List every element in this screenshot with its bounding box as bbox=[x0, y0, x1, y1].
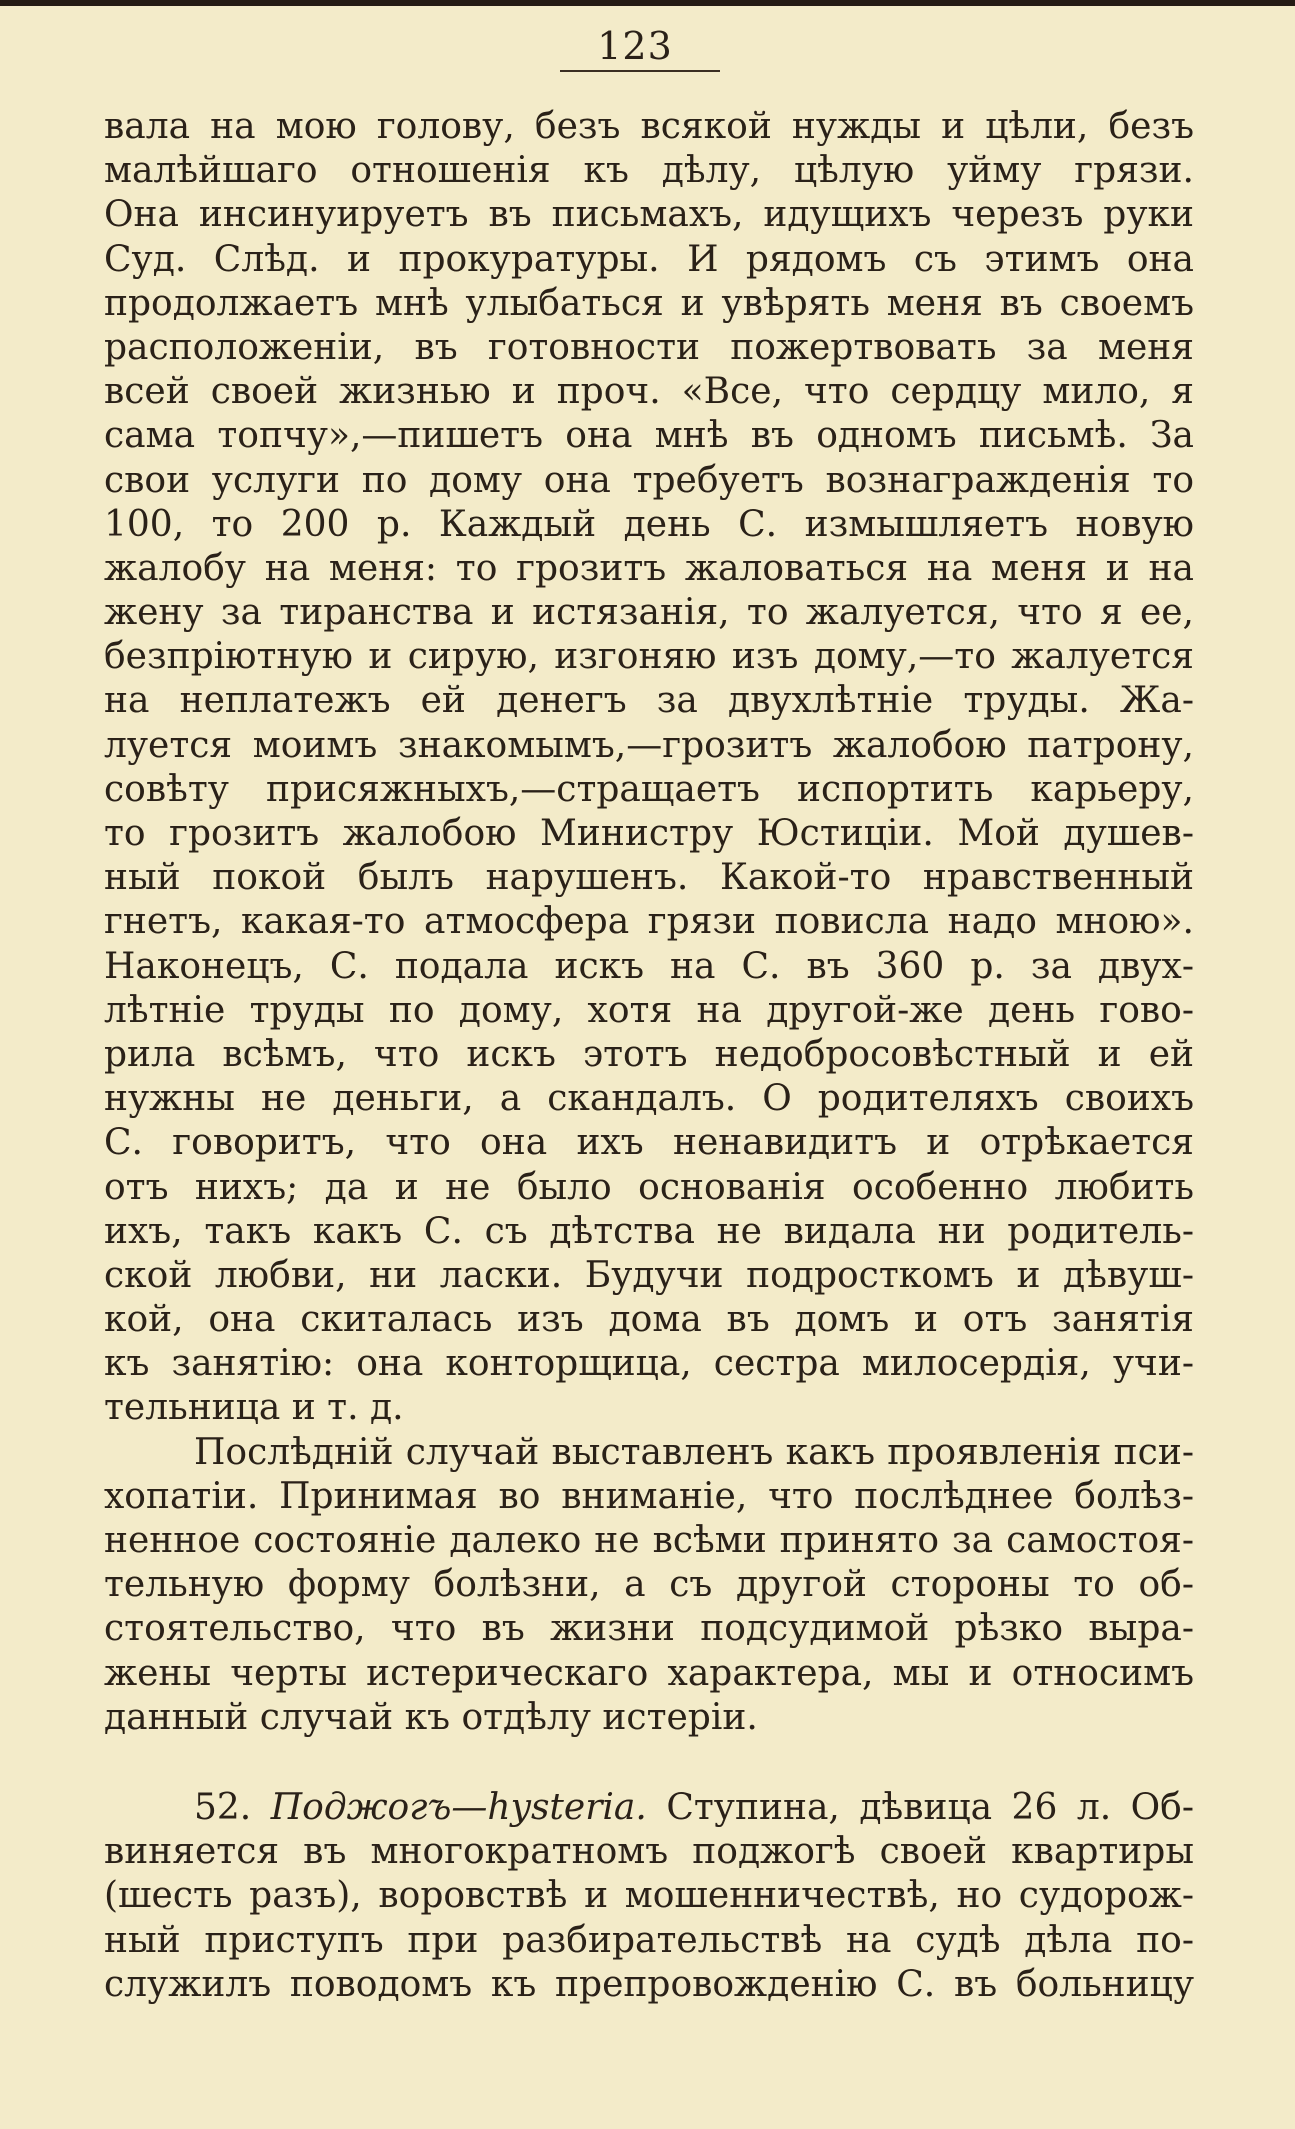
page-top-edge bbox=[0, 0, 1295, 6]
text-line: малѣйшаго отношенія къ дѣлу, цѣлую уйму грязи. bbox=[104, 150, 1194, 192]
case-52 bbox=[104, 1786, 1194, 2007]
text-line: вала на мою голову, безъ всякой нужды и цѣли, безъ bbox=[104, 106, 1194, 147]
text-line: гнетъ, какая-то атмосфера грязи повисла надо мною». bbox=[104, 901, 1194, 943]
text-line: виняется въ многократномъ поджогѣ своей квартиры bbox=[104, 1831, 1194, 1873]
text-line: рила всѣмъ, что искъ этотъ недобросовѣстный и ей bbox=[104, 1033, 1194, 1075]
text-line: 100, то 200 р. Каждый день С. измышляетъ новую bbox=[104, 503, 1194, 545]
text-line: тельную форму болѣзни, а съ другой стороны то об- bbox=[104, 1564, 1194, 1606]
text-line: совѣту присяжныхъ,—стращаетъ испортить карьеру, bbox=[104, 768, 1194, 810]
text-line: жены черты истерическаго характера, мы и относимъ bbox=[104, 1652, 1194, 1694]
text-line: данный случай къ отдѣлу истеріи. bbox=[104, 1696, 758, 1738]
text-line: ненное состояніе далеко не всѣми принято за самостоя- bbox=[104, 1520, 1194, 1561]
case-title: Поджогъ—hysteria. bbox=[270, 1786, 647, 1828]
text-line: безпріютную и сирую, изгоняю изъ дому,—то жалуется bbox=[104, 636, 1194, 678]
text-line: жену за тиранства и истязанія, то жалуется, что я ее, bbox=[104, 592, 1194, 634]
page-number: 123 bbox=[597, 24, 673, 68]
text-line: (шесть разъ), воровствѣ и мошенничествѣ, но судорож- bbox=[104, 1875, 1194, 1917]
text-line: луется моимъ знакомымъ,—грозитъ жалобою патрону, bbox=[104, 724, 1194, 766]
text-line: тельница и т. д. bbox=[104, 1387, 404, 1429]
text-line: нужны не деньги, а скандалъ. О родителяхъ своихъ bbox=[104, 1078, 1194, 1120]
text-line: ской любви, ни ласки. Будучи подросткомъ и дѣвуш- bbox=[104, 1254, 1194, 1296]
text-line: Суд. Слѣд. и прокуратуры. И рядомъ съ этимъ она bbox=[104, 238, 1194, 280]
text-line: жалобу на меня: то грозитъ жаловаться на меня и на bbox=[104, 547, 1194, 589]
text-line: всей своей жизнью и проч. «Все, что сердцу мило, я bbox=[104, 371, 1194, 413]
text-line: сама топчу»,—пишетъ она мнѣ въ одномъ письмѣ. За bbox=[104, 415, 1194, 457]
case-first-line-rest: Ступина, дѣвица 26 л. Об- bbox=[666, 1786, 1194, 1828]
case-heading-line bbox=[104, 1786, 1194, 1830]
text-line: то грозитъ жалобою Министру Юстиціи. Мой душев- bbox=[104, 813, 1194, 854]
text-line: продолжаетъ мнѣ улыбаться и увѣрять меня въ своемъ bbox=[104, 282, 1194, 324]
text-line: лѣтніе труды по дому, хотя на другой-же день гово- bbox=[104, 989, 1194, 1031]
text-line: Она инсинуируетъ въ письмахъ, идущихъ черезъ руки bbox=[104, 194, 1194, 236]
text-line: свои услуги по дому она требуетъ вознагражденія то bbox=[104, 459, 1194, 501]
page-number-rule bbox=[560, 70, 720, 72]
text-line: на неплатежъ ей денегъ за двухлѣтніе труды. Жа- bbox=[104, 680, 1194, 722]
text-line: С. говоритъ, что она ихъ ненавидитъ и отрѣкается bbox=[104, 1122, 1194, 1164]
case-number: 52. bbox=[194, 1786, 252, 1828]
paragraph-2 bbox=[104, 1431, 1194, 1740]
text-line: хопатіи. Принимая во вниманіе, что послѣднее болѣз- bbox=[104, 1475, 1194, 1517]
section-gap bbox=[104, 1740, 1194, 1786]
text-line: отъ нихъ; да и не было основанія особенно любить bbox=[104, 1166, 1194, 1208]
text-line: служилъ поводомъ къ препровожденію С. въ больницу bbox=[104, 1963, 1194, 2005]
text-line: ихъ, такъ какъ С. съ дѣтства не видала ни родитель- bbox=[104, 1210, 1194, 1252]
text-line: Наконецъ, С. подала искъ на С. въ 360 р. за двух- bbox=[104, 945, 1194, 987]
text-line: ный покой былъ нарушенъ. Какой-то нравственный bbox=[104, 857, 1194, 899]
text-line: Послѣдній случай выставленъ какъ проявленія пси- bbox=[194, 1431, 1194, 1473]
text-line: кой, она скиталась изъ дома въ домъ и отъ занятія bbox=[104, 1299, 1194, 1341]
text-line: стоятельство, что въ жизни подсудимой рѣзко выра- bbox=[104, 1608, 1194, 1650]
text-line: ный приступъ при разбирательствѣ на судѣ дѣла по- bbox=[104, 1919, 1194, 1961]
text-line: къ занятію: она конторщица, сестра милосердія, учи- bbox=[104, 1343, 1194, 1385]
paragraph-1 bbox=[104, 105, 1194, 1431]
page-text-body bbox=[104, 105, 1194, 2007]
text-line: расположеніи, въ готовности пожертвовать за меня bbox=[104, 326, 1194, 368]
